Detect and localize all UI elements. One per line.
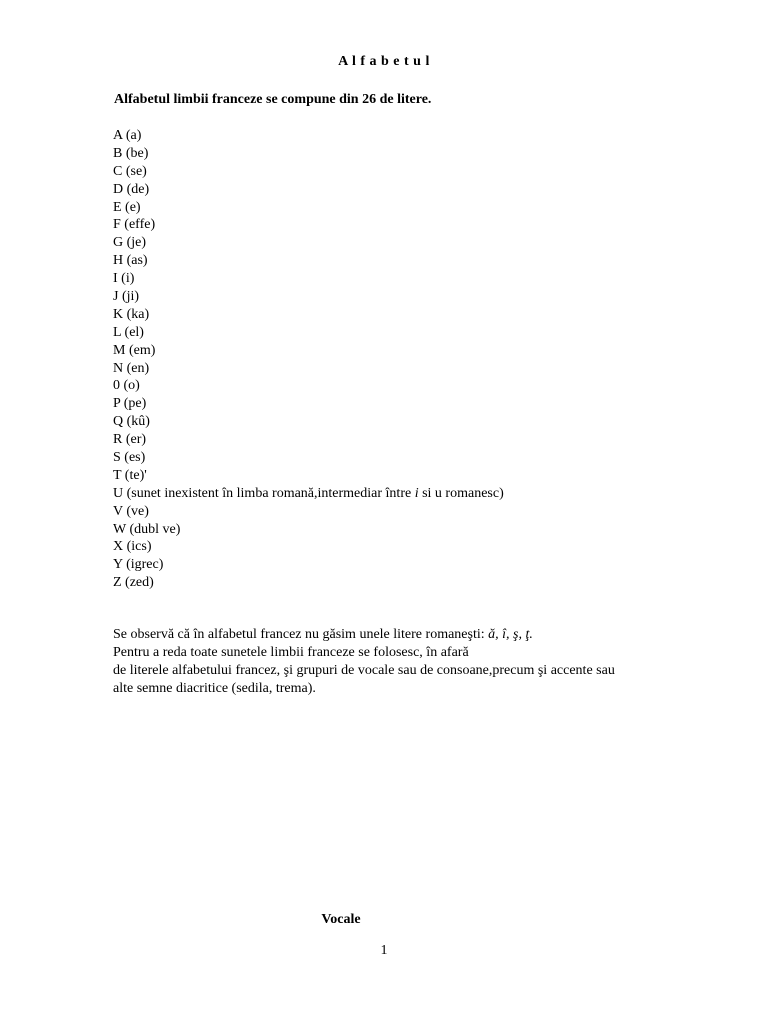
letter-item: B (be)	[113, 145, 149, 161]
letter-item: K (ka)	[113, 306, 150, 322]
letter-item: P (pe)	[113, 396, 147, 412]
observation-text: Se observă că în alfabetul francez nu găsim unele litere romaneşti:	[113, 627, 489, 642]
intro-heading: Alfabetul limbii franceze se compune din 26 de litere.	[114, 92, 432, 107]
letter-item: 0 (o)	[113, 378, 140, 394]
letter-item: M (em)	[113, 342, 156, 358]
paragraph-line: de literele alfabetului francez, şi grupuri de vocale sau de consoane,precum şi accente sau	[113, 663, 615, 678]
u-line-italic: i	[414, 485, 419, 501]
letter-item: H (as)	[113, 253, 148, 269]
u-line-start: U (sunet inexistent în limba romană,intermediar între	[113, 485, 415, 501]
letter-item: T (te)'	[113, 467, 147, 483]
letter-item: N (en)	[113, 360, 150, 376]
letter-item: W (dubl ve)	[113, 521, 181, 537]
letter-item: Z (zed)	[113, 575, 154, 591]
letter-item: Q (kû)	[113, 414, 150, 430]
letter-item: R (er)	[113, 432, 147, 448]
letter-item: F (effe)	[113, 217, 156, 233]
observation-paragraph	[113, 626, 673, 644]
page-number: 1	[380, 943, 388, 958]
page-title: A l f a b e t u l	[338, 54, 430, 69]
letter-item: A (a)	[113, 128, 142, 143]
paragraph-line: alte semne diacritice (sedila, trema).	[113, 680, 316, 696]
letter-item: X (ics)	[113, 539, 152, 555]
letter-item: Y (igrec)	[113, 557, 164, 573]
letter-item: J (ji)	[113, 289, 140, 305]
u-line-end: si u romanesc)	[418, 485, 504, 501]
diacritics-paragraph	[113, 662, 673, 698]
section-heading-vocale: Vocale	[321, 912, 361, 927]
letter-item: D (de)	[113, 181, 150, 197]
paragraph-line: Pentru a reda toate sunetele limbii franceze se folosesc, în afară	[113, 645, 469, 660]
sounds-paragraph	[113, 644, 673, 662]
letter-item-u	[113, 485, 504, 503]
letter-item: L (el)	[113, 324, 144, 340]
letter-item: C (se)	[113, 163, 147, 179]
romanian-letters: ă, î, ş, ţ.	[488, 627, 533, 642]
letter-item: E (e)	[113, 199, 141, 215]
letter-item: V (ve)	[113, 503, 149, 519]
letter-item: I (i)	[113, 271, 135, 287]
alphabet-list	[113, 127, 504, 592]
letter-item: S (es)	[113, 450, 146, 466]
letter-item: G (je)	[113, 235, 147, 251]
